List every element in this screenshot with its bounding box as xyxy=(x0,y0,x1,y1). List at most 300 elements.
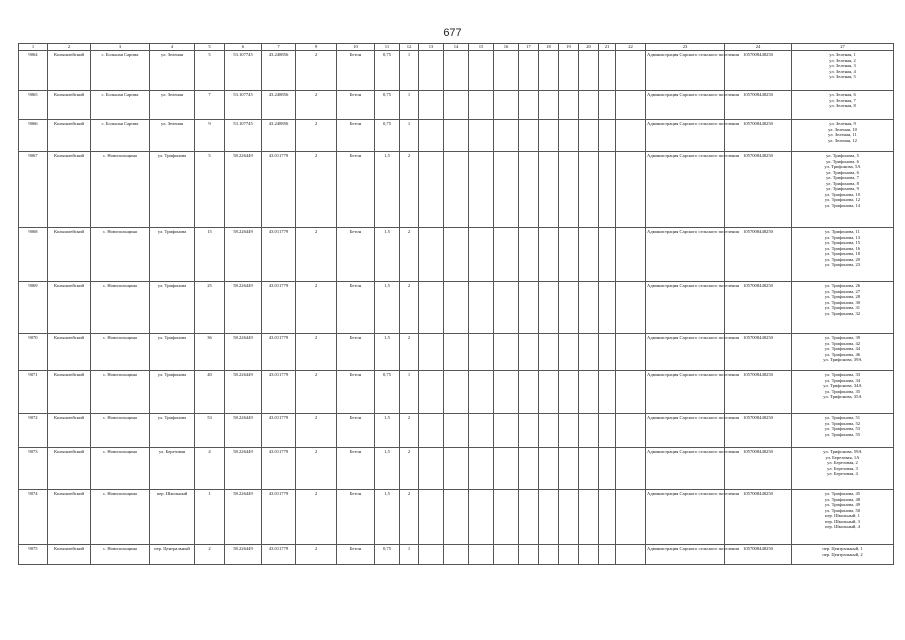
table-cell: 36 xyxy=(195,334,225,371)
table-cell xyxy=(579,490,599,545)
table-cell: 43.011779 xyxy=(262,334,296,371)
table-cell: 1,5 xyxy=(375,228,400,282)
table-row xyxy=(19,228,894,282)
table-cell: 2 xyxy=(195,545,225,565)
table-cell xyxy=(616,91,646,120)
table-cell: Бетон xyxy=(337,228,375,282)
address-line: ул. Трифонова, 11 xyxy=(825,229,860,234)
registry-table xyxy=(18,43,894,565)
table-cell: Бетон xyxy=(337,334,375,371)
address-line: ул. Трифонова, 8 xyxy=(826,180,859,186)
table-cell xyxy=(559,448,579,490)
table-cell: 1057008448250 xyxy=(725,490,792,545)
table-cell: 0,75 xyxy=(375,120,400,152)
address-line: ул. Трифонова, 42 xyxy=(824,340,861,346)
address-line: ул. Березовая, 4 xyxy=(827,471,858,476)
table-cell: Администрация Сарского сельского поселения xyxy=(646,371,725,414)
served-addresses-cell xyxy=(792,448,894,490)
table-cell xyxy=(579,414,599,448)
table-cell: 43.011779 xyxy=(262,545,296,565)
table-cell: 1057008448250 xyxy=(725,545,792,565)
table-cell xyxy=(494,545,519,565)
table-cell xyxy=(519,414,539,448)
table-cell: 2 xyxy=(296,51,337,91)
table-cell xyxy=(559,51,579,91)
table-cell: 58.226449 xyxy=(225,448,262,490)
table-cell xyxy=(519,282,539,334)
table-cell xyxy=(419,545,444,565)
table-cell xyxy=(469,152,494,228)
table-cell: 58.226449 xyxy=(225,152,262,228)
table-cell: 1057008448250 xyxy=(725,120,792,152)
table-row xyxy=(19,490,894,545)
table-cell: ул. Березовая xyxy=(150,448,195,490)
address-line: ул. Трифонова, 46 xyxy=(824,351,861,357)
address-line: ул. Трифонова, 13 xyxy=(824,234,861,240)
table-cell: 9065 xyxy=(19,91,48,120)
table-cell: Колышлейский xyxy=(48,545,91,565)
table-cell xyxy=(579,228,599,282)
table-cell: ул. Трифонова xyxy=(150,414,195,448)
column-number: 15 xyxy=(469,44,494,51)
table-cell: 9071 xyxy=(19,371,48,414)
table-cell xyxy=(419,371,444,414)
column-number: 9 xyxy=(296,44,337,51)
table-cell: Колышлейский xyxy=(48,282,91,334)
table-cell: Администрация Сарского сельского поселения xyxy=(646,448,725,490)
table-cell: 1,5 xyxy=(375,490,400,545)
table-cell xyxy=(444,228,469,282)
address-line: ул. Трифонова, 16 xyxy=(824,245,861,251)
column-number: 1 xyxy=(19,44,48,51)
table-cell xyxy=(539,152,559,228)
table-cell xyxy=(519,545,539,565)
address-line: ул. Трифонова, 20 xyxy=(824,256,861,262)
table-cell xyxy=(616,51,646,91)
table-cell xyxy=(494,51,519,91)
table-cell: 9068 xyxy=(19,228,48,282)
table-cell xyxy=(539,91,559,120)
table-cell: 1 xyxy=(400,51,419,91)
served-addresses-cell xyxy=(792,414,894,448)
table-cell xyxy=(599,91,616,120)
table-cell: 53 xyxy=(195,414,225,448)
table-cell: с. Новопольщина xyxy=(91,334,150,371)
address-line: пер. Центральный, 1 xyxy=(822,546,863,551)
table-cell: Колышлейский xyxy=(48,334,91,371)
served-addresses-cell xyxy=(792,282,894,334)
table-cell: 1057008448250 xyxy=(725,371,792,414)
table-cell: 43.011779 xyxy=(262,371,296,414)
table-cell: 2 xyxy=(296,228,337,282)
address-line: ул. Зеленая, 7 xyxy=(829,97,856,103)
table-cell xyxy=(469,448,494,490)
address-line: ул. Трифонова, 34А xyxy=(823,383,862,388)
table-cell xyxy=(444,490,469,545)
address-line: ул. Трифонова, 26 xyxy=(824,283,861,288)
table-cell: 7 xyxy=(195,91,225,120)
address-line: ул. Трифонова, 18 xyxy=(824,251,861,256)
served-addresses-cell xyxy=(792,228,894,282)
column-number: 4 xyxy=(150,44,195,51)
table-cell: Бетон xyxy=(337,51,375,91)
table-cell: 1057008448250 xyxy=(725,282,792,334)
column-number: 5 xyxy=(195,44,225,51)
address-line: пер. Школьный, 3 xyxy=(825,518,860,524)
table-cell xyxy=(599,282,616,334)
table-cell xyxy=(539,371,559,414)
column-number: 6 xyxy=(225,44,262,51)
table-cell xyxy=(444,545,469,565)
table-cell: 9075 xyxy=(19,545,48,565)
table-cell: Колышлейский xyxy=(48,448,91,490)
table-cell: 43.011779 xyxy=(262,448,296,490)
table-cell xyxy=(519,91,539,120)
table-cell: 2 xyxy=(296,120,337,152)
address-line: ул. Зеленая, 2 xyxy=(829,57,856,63)
table-cell: 58.226449 xyxy=(225,545,262,565)
table-cell: 43.011779 xyxy=(262,282,296,334)
table-cell: Колышлейский xyxy=(48,91,91,120)
table-cell: 9 xyxy=(195,120,225,152)
table-cell xyxy=(559,545,579,565)
table-cell xyxy=(494,371,519,414)
address-line: ул. Трифонова, 55 xyxy=(824,431,861,437)
address-line: ул. Трифонова, 31 xyxy=(824,305,861,310)
column-number: 18 xyxy=(539,44,559,51)
table-cell: Бетон xyxy=(337,282,375,334)
table-cell xyxy=(616,120,646,152)
table-cell xyxy=(469,228,494,282)
served-addresses-cell xyxy=(792,545,894,565)
table-cell xyxy=(419,51,444,91)
table-cell xyxy=(419,334,444,371)
address-line: ул. Трифонова, 39 xyxy=(824,335,861,340)
table-cell xyxy=(419,448,444,490)
table-cell: 1 xyxy=(400,371,419,414)
table-cell: 53.107745 xyxy=(225,91,262,120)
table-cell xyxy=(559,91,579,120)
address-line: ул. Трифонова, 50 xyxy=(824,507,861,513)
table-cell xyxy=(616,545,646,565)
table-cell: Бетон xyxy=(337,414,375,448)
address-line: ул. Березовая, 1А xyxy=(825,454,860,460)
table-cell: 2 xyxy=(400,414,419,448)
column-number: 20 xyxy=(579,44,599,51)
table-cell: 9064 xyxy=(19,51,48,91)
address-line: ул. Зеленая, 4 xyxy=(829,68,856,74)
table-cell: 2 xyxy=(296,545,337,565)
table-cell xyxy=(579,282,599,334)
table-cell: 1 xyxy=(195,490,225,545)
table-cell: Администрация Сарского сельского поселения xyxy=(646,120,725,152)
table-cell xyxy=(539,51,559,91)
address-line: ул. Трифонова, 28 xyxy=(824,294,861,299)
address-line: ул. Зеленая, 6 xyxy=(829,92,856,97)
table-cell: 2 xyxy=(400,282,419,334)
address-line: ул. Трифонова, 52 xyxy=(824,420,861,426)
table-cell xyxy=(539,490,559,545)
table-cell xyxy=(616,414,646,448)
table-cell xyxy=(444,152,469,228)
table-cell: Колышлейский xyxy=(48,228,91,282)
table-cell: Администрация Сарского сельского поселения xyxy=(646,91,725,120)
table-cell xyxy=(599,228,616,282)
table-cell xyxy=(616,152,646,228)
served-addresses-cell xyxy=(792,152,894,228)
served-addresses-cell xyxy=(792,334,894,371)
table-cell xyxy=(469,371,494,414)
table-cell xyxy=(579,448,599,490)
table-cell xyxy=(539,228,559,282)
table-cell: Колышлейский xyxy=(48,414,91,448)
table-cell xyxy=(419,91,444,120)
table-cell xyxy=(419,120,444,152)
table-cell: Администрация Сарского сельского поселения xyxy=(646,545,725,565)
table-cell: 2 xyxy=(296,282,337,334)
table-cell xyxy=(519,371,539,414)
table-cell: Администрация Сарского сельского поселения xyxy=(646,490,725,545)
table-cell xyxy=(579,371,599,414)
table-cell: 58.226449 xyxy=(225,228,262,282)
table-cell: Администрация Сарского сельского поселения xyxy=(646,414,725,448)
table-cell: 2 xyxy=(400,334,419,371)
address-line: ул. Трифонова, 44 xyxy=(824,346,861,351)
table-cell: с. Большая Сарома xyxy=(91,91,150,120)
table-cell xyxy=(616,282,646,334)
table-cell: 2 xyxy=(296,448,337,490)
table-cell xyxy=(444,414,469,448)
column-number: 22 xyxy=(616,44,646,51)
table-cell xyxy=(494,228,519,282)
table-cell xyxy=(599,371,616,414)
address-line: ул. Зеленая, 9 xyxy=(829,121,856,126)
table-cell: 1,5 xyxy=(375,334,400,371)
table-cell: 43.248856 xyxy=(262,91,296,120)
table-cell xyxy=(599,490,616,545)
table-cell xyxy=(599,448,616,490)
table-cell xyxy=(599,51,616,91)
table-cell: 9066 xyxy=(19,120,48,152)
table-cell: 43.011779 xyxy=(262,152,296,228)
table-cell: Бетон xyxy=(337,490,375,545)
address-line: ул. Трифонова, 14 xyxy=(824,202,861,208)
address-line: ул. Трифонова, 9 xyxy=(826,186,859,191)
address-line: ул. Трифонова, 39А xyxy=(823,357,862,362)
address-line: ул. Трифонова, 30 xyxy=(824,299,861,305)
table-cell: ул. Зеленая xyxy=(150,91,195,120)
table-cell: с. Новопольщина xyxy=(91,371,150,414)
table-cell: Колышлейский xyxy=(48,120,91,152)
address-line: ул. Трифонова, 10 xyxy=(824,191,861,197)
served-addresses-cell xyxy=(792,91,894,120)
address-line: ул. Трифонова, 12 xyxy=(824,197,861,202)
table-cell: 2 xyxy=(296,490,337,545)
table-cell xyxy=(494,448,519,490)
table-cell xyxy=(599,414,616,448)
table-cell: ул. Трифонова xyxy=(150,282,195,334)
table-cell: 25 xyxy=(195,282,225,334)
table-cell: пер. Центральный xyxy=(150,545,195,565)
table-cell: 2 xyxy=(400,228,419,282)
table-cell: Администрация Сарского сельского поселения xyxy=(646,51,725,91)
table-cell: 1057008448250 xyxy=(725,152,792,228)
table-cell: 58.226449 xyxy=(225,282,262,334)
column-number: 23 xyxy=(646,44,725,51)
table-cell xyxy=(469,51,494,91)
served-addresses-cell xyxy=(792,371,894,414)
table-cell xyxy=(494,414,519,448)
table-cell xyxy=(494,152,519,228)
table-row xyxy=(19,334,894,371)
table-cell: 2 xyxy=(400,448,419,490)
table-cell xyxy=(519,51,539,91)
table-cell: Колышлейский xyxy=(48,152,91,228)
table-cell: Колышлейский xyxy=(48,51,91,91)
address-line: ул. Зеленая, 8 xyxy=(829,103,856,108)
table-cell: Администрация Сарского сельского поселения xyxy=(646,228,725,282)
address-line: ул. Трифонова, 53 xyxy=(824,426,861,431)
table-cell xyxy=(494,282,519,334)
column-number: 13 xyxy=(419,44,444,51)
table-cell: 2 xyxy=(400,490,419,545)
table-cell: 9073 xyxy=(19,448,48,490)
table-cell: 58.226449 xyxy=(225,334,262,371)
column-number: 7 xyxy=(262,44,296,51)
address-line: пер. Центральный, 2 xyxy=(822,551,863,557)
table-cell xyxy=(579,51,599,91)
address-line: ул. Трифонова, 23 xyxy=(824,262,861,267)
served-addresses-cell xyxy=(792,120,894,152)
table-cell xyxy=(494,91,519,120)
table-cell: 1 xyxy=(400,91,419,120)
table-cell: Администрация Сарского сельского поселения xyxy=(646,334,725,371)
table-cell xyxy=(559,414,579,448)
table-cell xyxy=(559,334,579,371)
table-cell: 9072 xyxy=(19,414,48,448)
table-cell: 9070 xyxy=(19,334,48,371)
address-line: ул. Зеленая, 5 xyxy=(829,74,856,79)
table-cell xyxy=(519,448,539,490)
address-line: ул. Трифонова, 7 xyxy=(826,175,859,180)
table-cell: 43.011779 xyxy=(262,414,296,448)
table-cell: 5 xyxy=(195,51,225,91)
table-row xyxy=(19,414,894,448)
table-cell xyxy=(419,228,444,282)
address-line: пер. Школьный, 1 xyxy=(825,513,860,518)
address-line: ул. Трифонова, 27 xyxy=(824,288,861,294)
address-line: ул. Зеленая, 1 xyxy=(829,52,856,57)
table-cell: 0,75 xyxy=(375,371,400,414)
address-line: ул. Трифонова, 48 xyxy=(824,496,861,502)
served-addresses-cell xyxy=(792,51,894,91)
table-cell xyxy=(469,490,494,545)
table-cell xyxy=(419,152,444,228)
table-cell: ул. Зеленая xyxy=(150,51,195,91)
table-cell xyxy=(444,371,469,414)
column-number: 10 xyxy=(337,44,375,51)
table-cell xyxy=(616,490,646,545)
table-cell: с. Новопольщина xyxy=(91,490,150,545)
table-body xyxy=(19,51,894,565)
table-cell xyxy=(579,334,599,371)
address-line: ул. Зеленая, 12 xyxy=(828,137,857,143)
table-cell xyxy=(419,490,444,545)
table-cell xyxy=(616,334,646,371)
address-line: ул. Трифонова, 5 xyxy=(826,153,859,158)
table-cell: 1,5 xyxy=(375,152,400,228)
table-cell: пер. Школьный xyxy=(150,490,195,545)
table-cell xyxy=(494,490,519,545)
page-number: 677 xyxy=(443,27,462,39)
table-cell: 0,75 xyxy=(375,51,400,91)
column-number: 24 xyxy=(725,44,792,51)
table-cell: 1 xyxy=(400,120,419,152)
column-number: 21 xyxy=(599,44,616,51)
table-cell: с. Новопольщина xyxy=(91,545,150,565)
table-cell xyxy=(444,448,469,490)
table-cell xyxy=(539,334,559,371)
table-cell: 2 xyxy=(400,152,419,228)
table-cell xyxy=(494,120,519,152)
table-cell xyxy=(539,282,559,334)
table-cell xyxy=(519,490,539,545)
table-cell xyxy=(539,545,559,565)
table-cell: 2 xyxy=(296,414,337,448)
table-cell: 9074 xyxy=(19,490,48,545)
table-cell: 53.107745 xyxy=(225,51,262,91)
table-cell xyxy=(444,91,469,120)
table-row xyxy=(19,120,894,152)
table-cell xyxy=(469,334,494,371)
table-cell: 58.226449 xyxy=(225,414,262,448)
table-cell: 4 xyxy=(195,448,225,490)
table-cell: 2 xyxy=(296,91,337,120)
table-cell: 1 xyxy=(400,545,419,565)
table-cell: Администрация Сарского сельского поселения xyxy=(646,152,725,228)
table-cell xyxy=(559,490,579,545)
table-cell xyxy=(559,371,579,414)
address-line: ул. Трифонова, 45 xyxy=(824,491,861,496)
table-cell: 43.248856 xyxy=(262,51,296,91)
address-line: ул. Трифонова, 6 xyxy=(826,158,859,164)
address-line: ул. Трифонова, 6 xyxy=(826,169,859,175)
column-number: 17 xyxy=(519,44,539,51)
address-line: ул. Березовая, 3 xyxy=(827,465,858,471)
table-row xyxy=(19,371,894,414)
table-cell: с. Большая Сарома xyxy=(91,51,150,91)
address-line: ул. Зеленая, 10 xyxy=(828,126,857,132)
table-cell: 1057008448250 xyxy=(725,228,792,282)
table-cell xyxy=(519,228,539,282)
table-cell: с. Большая Сарома xyxy=(91,120,150,152)
address-line: ул. Трифонова, 15 xyxy=(824,240,861,245)
column-number-row xyxy=(19,44,894,51)
table-cell xyxy=(539,414,559,448)
table-cell xyxy=(616,228,646,282)
table-row xyxy=(19,545,894,565)
table-cell xyxy=(599,545,616,565)
table-cell: Бетон xyxy=(337,91,375,120)
table-cell xyxy=(579,120,599,152)
table-cell: Администрация Сарского сельского поселения xyxy=(646,282,725,334)
address-line: пер. Школьный, 4 xyxy=(825,524,860,529)
table-cell: Бетон xyxy=(337,448,375,490)
table-cell xyxy=(559,152,579,228)
table-cell xyxy=(444,51,469,91)
table-cell xyxy=(559,120,579,152)
table-row xyxy=(19,282,894,334)
